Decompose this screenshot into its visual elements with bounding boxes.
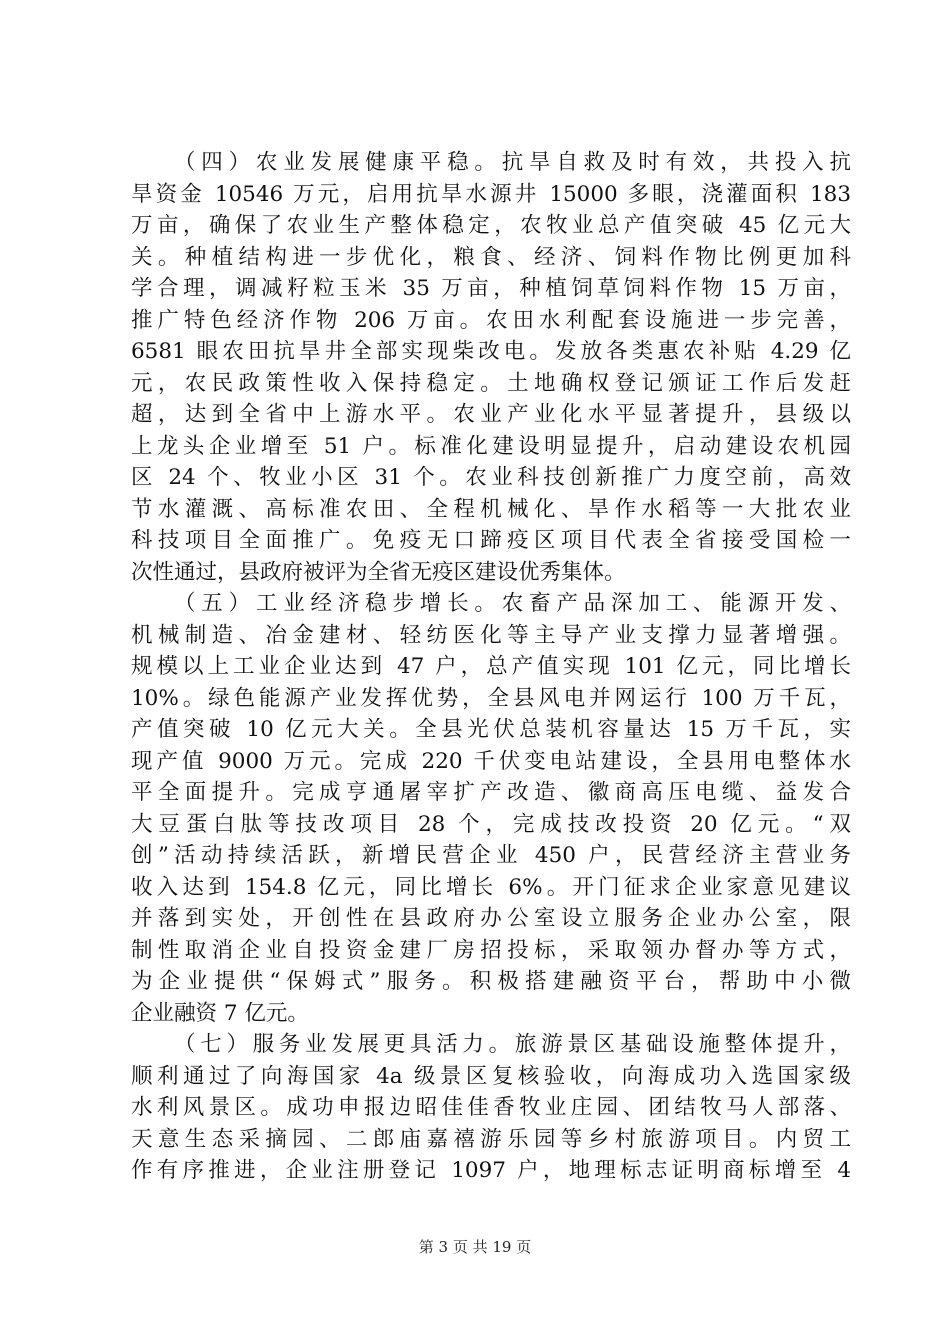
paragraph-5-line: 大豆蛋白肽等技改项目 28 个，完成技改投资 20 亿元。“双	[131, 811, 851, 837]
paragraph-5-line: 产值突破 10 亿元大关。全县光伏总装机容量达 15 万千瓦，实	[131, 717, 851, 742]
paragraph-5-line: 并落到实处，开创性在县政府办公室设立服务企业办公室，限	[131, 906, 851, 931]
paragraph-4-line: 学合理，调减籽粒玉米 35 万亩，种植饲草饲料作物 15 万亩，	[131, 276, 851, 301]
paragraph-4-line: 旱资金 10546 万元，启用抗旱水源井 15000 多眼，浇灌面积 183	[131, 181, 851, 207]
paragraph-5-line: （五）工业经济稳步增长。农畜产品深加工、能源开发、	[174, 591, 851, 616]
paragraph-5-line: 收入达到 154.8 亿元，同比增长 6%。开门征求企业家意见建议	[131, 874, 851, 900]
paragraph-5-line: 机械制造、冶金建材、轻纺医化等主导产业支撑力显著增强。	[131, 622, 851, 648]
paragraph-5-line: 为企业提供“保姆式”服务。积极搭建融资平台，帮助中小微	[131, 969, 851, 994]
paragraph-4-line: 区 24 个、牧业小区 31 个。农业科技创新推广力度空前，高效	[131, 465, 851, 490]
paragraph-7-line: 水利风景区。成功申报边昭佳佳香牧业庄园、团结牧马人部落、	[131, 1095, 851, 1120]
paragraph-4-line: 节水灌溉、高标准农田、全程机械化、旱作水稻等一大批农业	[131, 496, 851, 522]
paragraph-4-line: 6581 眼农田抗旱井全部实现柴改电。发放各类惠农补贴 4.29 亿	[131, 339, 851, 364]
paragraph-4-line: 上龙头企业增至 51 户。标准化建设明显提升，启动建设农机园	[131, 433, 851, 459]
paragraph-5-line: 10%。绿色能源产业发挥优势，全县风电并网运行 100 万千瓦，	[131, 685, 851, 711]
paragraph-7-line: 天意生态采摘园、二郎庙嘉禧游乐园等乡村旅游项目。内贸工	[131, 1126, 851, 1152]
paragraph-4-line: （四）农业发展健康平稳。抗旱自救及时有效，共投入抗	[174, 150, 851, 175]
paragraph-5-line: 企业融资 7 亿元。	[131, 1000, 309, 1026]
paragraph-7-line: 作有序推进，企业注册登记 1097 户，地理标志证明商标增至 4	[131, 1158, 851, 1183]
paragraph-4-line: 推广特色经济作物 206 万亩。农田水利配套设施进一步完善，	[131, 307, 851, 333]
paragraph-5-line: 现产值 9000 万元。完成 220 千伏变电站建设，全县用电整体水	[131, 748, 851, 774]
paragraph-7-line: 顺利通过了向海国家 4a 级景区复核验收，向海成功入选国家级	[131, 1063, 851, 1089]
paragraph-4-line: 元，农民政策性收入保持稳定。土地确权登记颁证工作后发赶	[131, 370, 851, 396]
paragraph-5-line: 规模以上工业企业达到 47 户，总产值实现 101 亿元，同比增长	[131, 654, 851, 679]
paragraph-4-line: 科技项目全面推广。免疫无口蹄疫区项目代表全省接受国检一	[131, 528, 851, 553]
paragraph-5-line: 制性取消企业自投资金建厂房招投标，采取领办督办等方式，	[131, 937, 851, 963]
paragraph-4-line: 万亩，确保了农业生产整体稳定，农牧业总产值突破 45 亿元大	[131, 213, 851, 238]
paragraph-4-line: 超，达到全省中上游水平。农业产业化水平显著提升，县级以	[131, 402, 851, 427]
paragraph-5-line: 平全面提升。完成亨通屠宰扩产改造、徽商高压电缆、益发合	[131, 780, 851, 805]
page-footer: 第 3 页 共 19 页	[418, 1238, 532, 1256]
paragraph-5-line: 创”活动持续活跃，新增民营企业 450 户，民营经济主营业务	[131, 843, 851, 868]
paragraph-4-line: 次性通过，县政府被评为全省无疫区建设优秀集体。	[131, 559, 626, 585]
document-body	[131, 147, 851, 1187]
paragraph-4-line: 关。种植结构进一步优化，粮食、经济、饲料作物比例更加科	[131, 244, 851, 270]
paragraph-7-line: （七）服务业发展更具活力。旅游景区基础设施整体提升，	[174, 1032, 851, 1057]
